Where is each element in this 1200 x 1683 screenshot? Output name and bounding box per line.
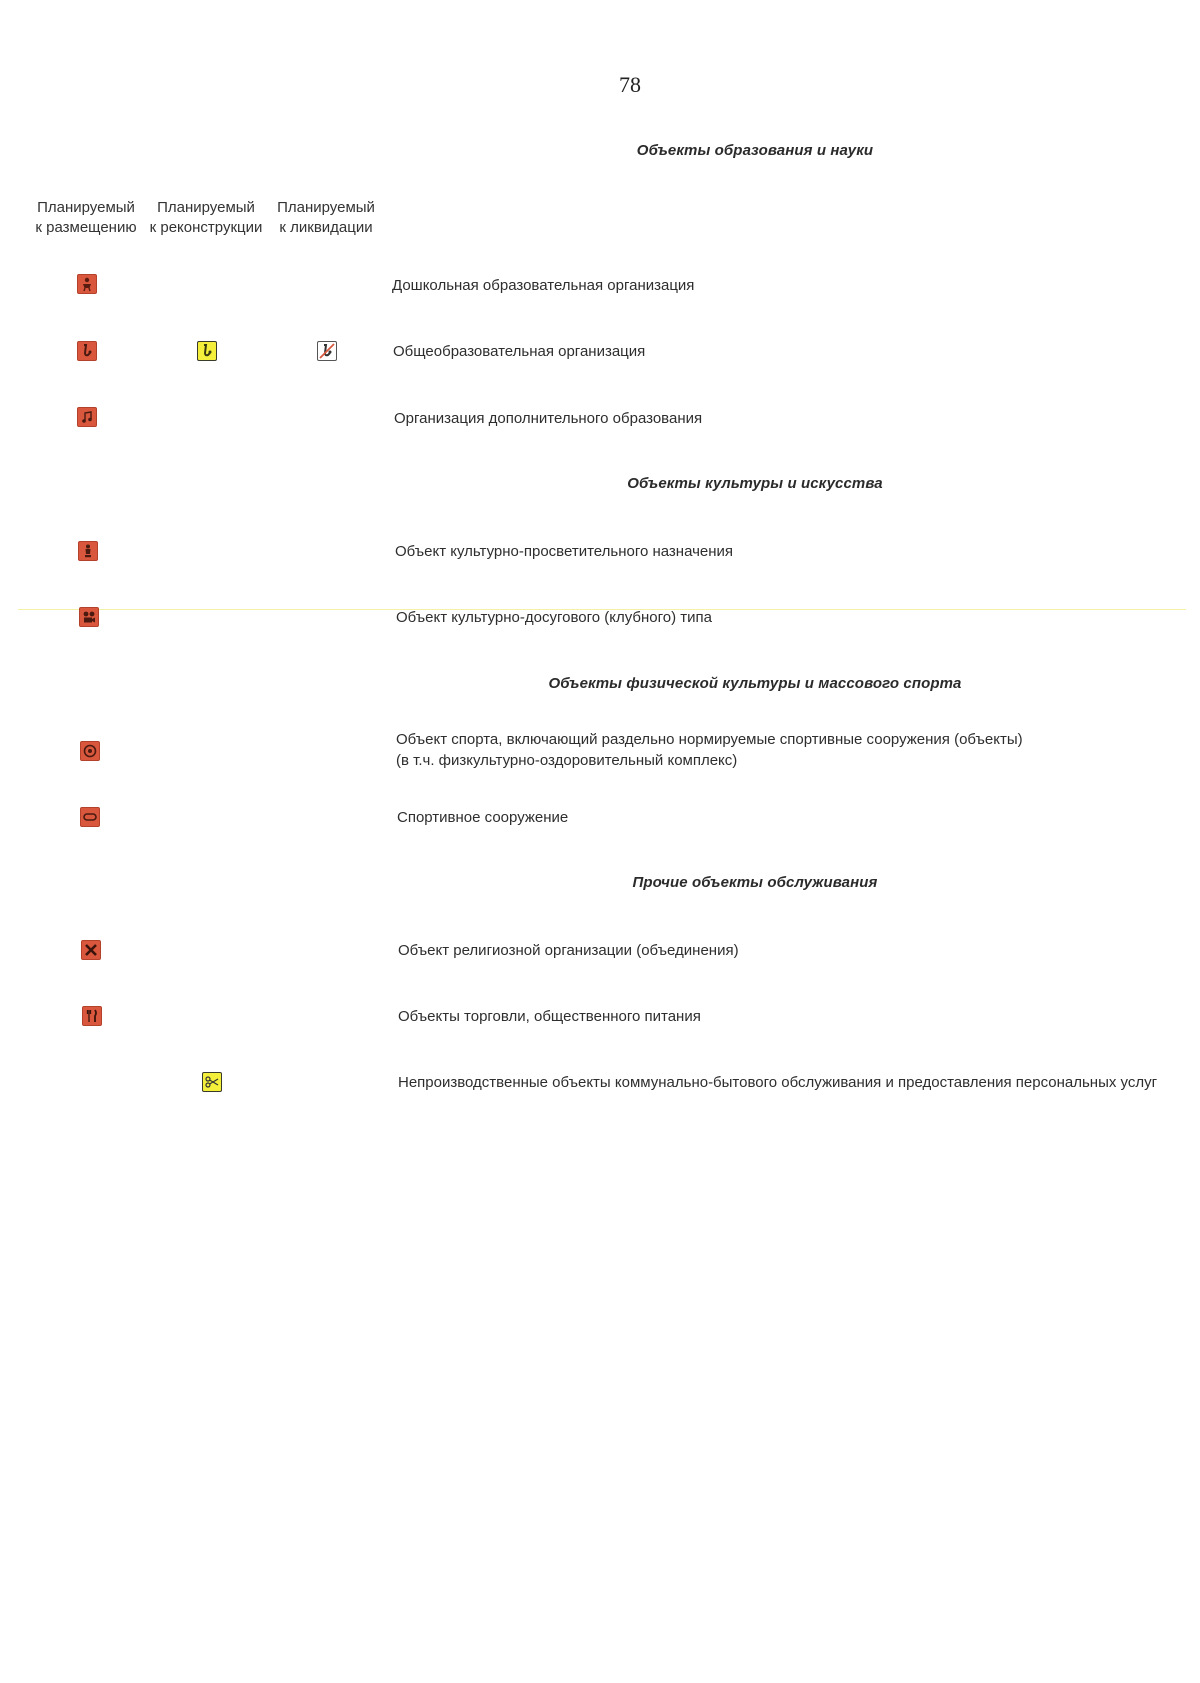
section-title-education: Объекты образования и науки <box>636 142 874 159</box>
preschool-icon <box>77 274 97 294</box>
statue-icon <box>78 541 98 561</box>
sport-complex-icon <box>80 741 100 761</box>
row-label-sport-complex-line2: (в т.ч. физкультурно-оздоровительный комплекс) <box>396 752 738 769</box>
column-header-liquidate-line2: к ликвидации <box>279 219 373 236</box>
section-title-other: Прочие объекты обслуживания <box>632 874 878 891</box>
school-icon <box>77 341 97 361</box>
column-header-liquidate-line1: Планируемый <box>277 199 375 216</box>
school-reconstruct-icon <box>197 341 217 361</box>
music-note-icon <box>77 407 97 427</box>
column-header-reconstruct-line2: к реконструкции <box>149 219 263 236</box>
row-label-religious: Объект религиозной организации (объединения) <box>398 942 739 959</box>
row-label-trade: Объекты торговли, общественного питания <box>398 1008 701 1025</box>
row-label-culture-leisure: Объект культурно-досугового (клубного) типа <box>396 609 712 626</box>
row-label-school: Общеобразовательная организация <box>393 343 646 360</box>
row-label-preschool: Дошкольная образовательная организация <box>392 277 695 294</box>
section-title-sport: Объекты физической культуры и массового спорта <box>548 675 962 692</box>
column-header-reconstruct-line1: Планируемый <box>157 199 255 216</box>
column-header-reconstruct <box>146 198 266 238</box>
row-label-services: Непроизводственные объекты коммунально-бытового обслуживания и предоставления персональных услуг <box>398 1074 1158 1091</box>
scissors-icon <box>202 1072 222 1092</box>
column-header-place <box>26 198 146 238</box>
section-title-culture: Объекты культуры и искусства <box>627 475 883 492</box>
row-label-sport-facility: Спортивное сооружение <box>397 809 569 826</box>
religious-cross-icon <box>81 940 101 960</box>
row-label-extra-education: Организация дополнительного образования <box>394 410 703 427</box>
school-liquidate-icon <box>317 341 337 361</box>
row-label-culture-education: Объект культурно-просветительного назначения <box>395 543 734 560</box>
page-number: 78 <box>619 72 641 97</box>
film-camera-icon <box>79 607 99 627</box>
column-header-place-line2: к размещению <box>35 219 137 236</box>
column-header-liquidate <box>266 198 386 238</box>
fork-knife-icon <box>82 1006 102 1026</box>
row-label-sport-complex-line1: Объект спорта, включающий раздельно нормируемые спортивные сооружения (объекты) <box>396 731 1023 748</box>
row-label-sport-complex <box>396 729 1023 771</box>
column-header-place-line1: Планируемый <box>37 199 135 216</box>
sport-facility-icon <box>80 807 100 827</box>
